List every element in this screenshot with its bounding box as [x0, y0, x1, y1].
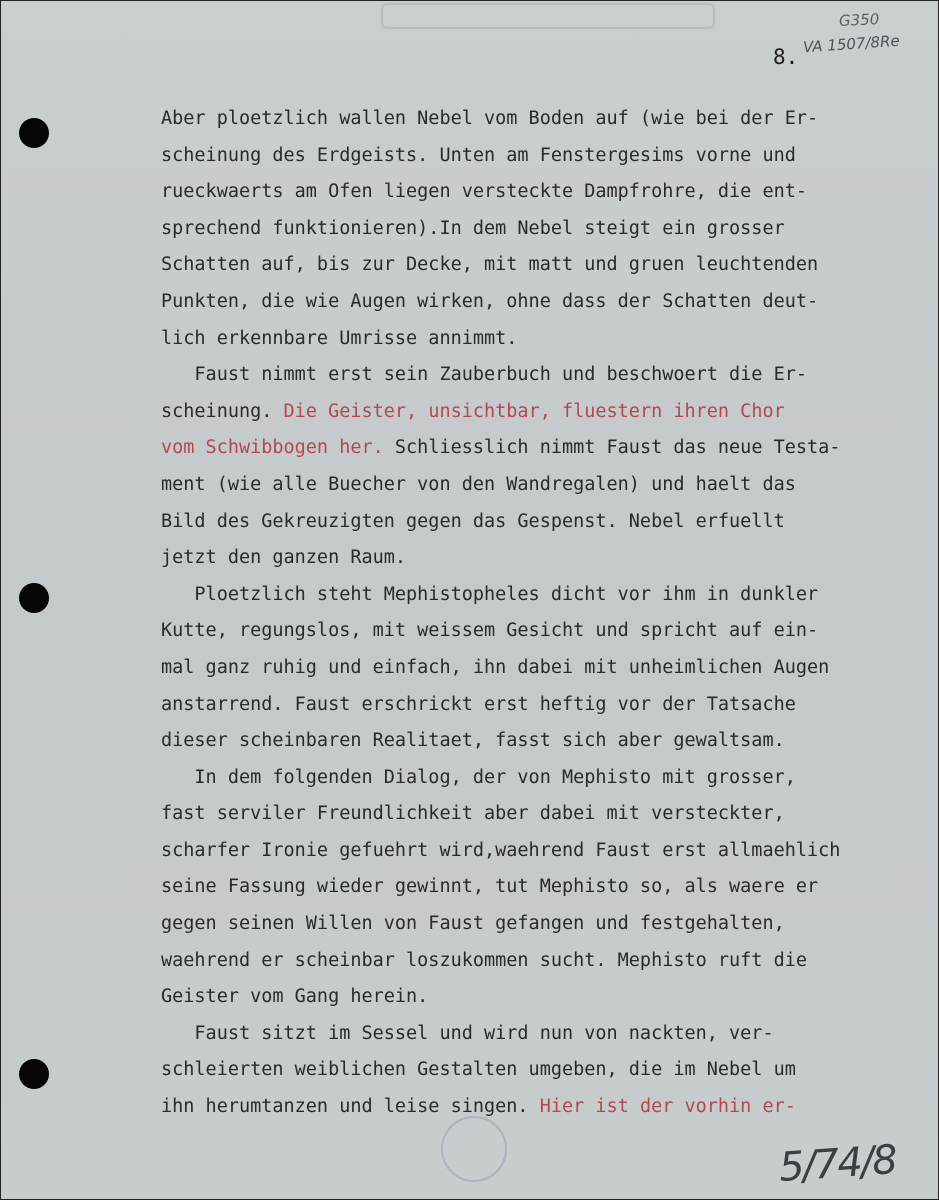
text-segment: Schliesslich nimmt Faust das neue Testa- [383, 437, 841, 459]
text-segment: In dem folgenden Dialog, der von Mephisto mit grosser, [161, 766, 796, 788]
text-line [161, 247, 901, 284]
text-line [161, 1089, 901, 1126]
text-segment: Geister vom Gang herein. [161, 986, 429, 1008]
text-segment: dieser scheinbaren Realitaet, fasst sich aber gewaltsam. [161, 730, 785, 752]
text-line [161, 979, 901, 1016]
archive-reference: VA 1507/8Re [802, 31, 901, 57]
text-segment: gegen seinen Willen von Faust gefangen und festgehalten, [161, 913, 785, 935]
text-segment: waehrend er scheinbar loszukommen sucht. Mephisto ruft die [161, 949, 808, 971]
red-text-segment: Die Geister, unsichtbar, fluestern ihren Chor [283, 400, 785, 422]
text-line [161, 760, 901, 797]
text-segment: anstarrend. Faust erschrickt erst heftig vor der Tatsache [161, 693, 796, 715]
text-segment: Kutte, regungslos, mit weissem Gesicht und spricht auf ein- [161, 620, 819, 642]
text-segment: jetzt den ganzen Raum. [161, 547, 407, 569]
text-segment: ment (wie alle Buecher von den Wandregalen) und haelt das [161, 473, 796, 495]
text-line [161, 138, 901, 175]
text-line [161, 430, 901, 467]
text-line [161, 687, 901, 724]
red-text-segment: Hier ist der vorhin er- [539, 1096, 796, 1118]
archive-code: G350 [838, 9, 880, 31]
text-line [161, 577, 901, 614]
text-line [161, 211, 901, 248]
text-line [161, 906, 901, 943]
text-line [161, 1016, 901, 1053]
text-segment: fast serviler Freundlichkeit aber dabei mit versteckter, [161, 803, 785, 825]
text-line [161, 943, 901, 980]
text-segment: Faust sitzt im Sessel und wird nun von nackten, ver- [161, 1022, 774, 1044]
text-line [161, 540, 901, 577]
text-segment: Punkten, die wie Augen wirken, ohne dass der Schatten deut- [161, 290, 819, 312]
faded-stamp-top [381, 3, 715, 29]
text-segment: lich erkennbare Umrisse annimmt. [161, 327, 518, 349]
text-segment: sprechend funktionieren).In dem Nebel steigt ein grosser [161, 217, 785, 239]
punch-hole-bottom [19, 1059, 49, 1089]
text-line [161, 723, 901, 760]
text-segment: ihn herumtanzen und leise singen. [161, 1096, 540, 1118]
text-line [161, 869, 901, 906]
text-segment: Schatten auf, bis zur Decke, mit matt und gruen leuchtenden [161, 254, 819, 276]
text-segment: scharfer Ironie gefuehrt wird,waehrend Faust erst allmaehlich [161, 839, 841, 861]
text-line [161, 394, 901, 431]
text-line [161, 174, 901, 211]
text-line [161, 357, 901, 394]
text-segment: scheinung. [161, 400, 284, 422]
text-line [161, 650, 901, 687]
text-segment: Aber ploetzlich wallen Nebel vom Boden auf (wie bei der Er- [161, 108, 819, 129]
text-line [161, 504, 901, 541]
punch-hole-top [19, 118, 49, 148]
text-line [161, 284, 901, 321]
punch-hole-middle [19, 583, 49, 613]
text-segment: Bild des Gekreuzigten gegen das Gespenst. Nebel erfuellt [161, 510, 785, 532]
page-number: 8. [773, 45, 799, 69]
text-line [161, 833, 901, 870]
text-segment: seine Fassung wieder gewinnt, tut Mephisto so, als waere er [161, 876, 819, 898]
text-segment: schleierten weiblichen Gestalten umgeben, die im Nebel um [161, 1059, 796, 1081]
text-segment: Faust nimmt erst sein Zauberbuch und beschwoert die Er- [161, 364, 808, 386]
red-text-segment: vom Schwibbogen her. [161, 437, 384, 459]
text-line [161, 101, 901, 138]
typed-text-body [161, 101, 901, 1126]
text-line [161, 796, 901, 833]
text-segment: mal ganz ruhig und einfach, ihn dabei mit unheimlichen Augen [161, 656, 830, 678]
text-segment: rueckwaerts am Ofen liegen versteckte Dampfrohre, die ent- [161, 181, 808, 203]
text-line [161, 467, 901, 504]
text-segment: scheinung des Erdgeists. Unten am Fenstergesims vorne und [161, 144, 796, 166]
text-line [161, 321, 901, 358]
text-line [161, 1052, 901, 1089]
folio-number: 5/74/8 [777, 1136, 898, 1192]
faded-round-stamp [441, 1116, 507, 1182]
text-segment: Ploetzlich steht Mephistopheles dicht vor ihm in dunkler [161, 583, 819, 605]
text-line [161, 613, 901, 650]
